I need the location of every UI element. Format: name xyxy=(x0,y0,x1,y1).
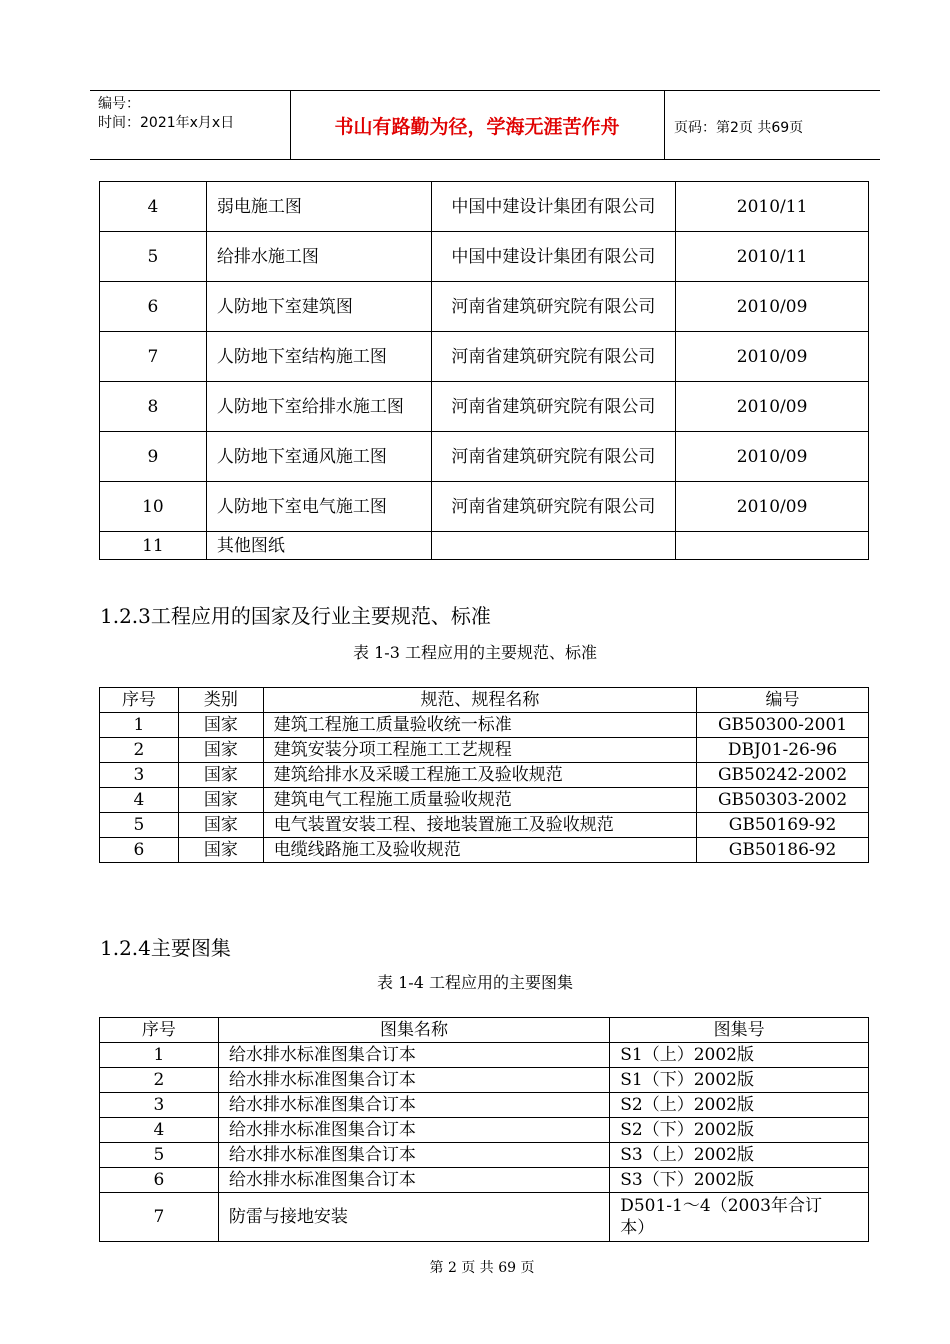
drawing-name: 人防地下室通风施工图 xyxy=(206,432,431,482)
standard-code: GB50242-2002 xyxy=(697,763,869,788)
drawings-table xyxy=(99,181,869,560)
standard-name: 电缆线路施工及验收规范 xyxy=(263,838,696,863)
table-row xyxy=(100,838,869,863)
row-number: 5 xyxy=(100,232,207,282)
drawing-name: 人防地下室电气施工图 xyxy=(206,482,431,532)
column-header: 类别 xyxy=(178,688,263,713)
column-header: 序号 xyxy=(100,1018,219,1043)
atlas-name: 给水排水标准图集合订本 xyxy=(218,1118,609,1143)
table-header-row xyxy=(100,1018,869,1043)
standard-code: GB50303-2002 xyxy=(697,788,869,813)
drawing-name: 给排水施工图 xyxy=(206,232,431,282)
atlas-name: 给水排水标准图集合订本 xyxy=(218,1093,609,1118)
row-number: 10 xyxy=(100,482,207,532)
standard-name: 建筑安装分项工程施工工艺规程 xyxy=(263,738,696,763)
column-header: 图集名称 xyxy=(218,1018,609,1043)
row-number: 8 xyxy=(100,382,207,432)
atlas-code: S3（上）2002版 xyxy=(610,1143,869,1168)
drawing-name: 人防地下室给排水施工图 xyxy=(206,382,431,432)
row-number: 6 xyxy=(100,282,207,332)
design-org: 河南省建筑研究院有限公司 xyxy=(431,382,676,432)
table-row xyxy=(100,232,869,282)
drawing-date: 2010/09 xyxy=(676,282,869,332)
row-number: 2 xyxy=(100,738,179,763)
header-meta xyxy=(98,95,234,133)
drawing-date: 2010/09 xyxy=(676,332,869,382)
atlas-code: D501-1～4（2003年合订本） xyxy=(610,1193,869,1242)
standard-code: GB50169-92 xyxy=(697,813,869,838)
atlas-name: 给水排水标准图集合订本 xyxy=(218,1168,609,1193)
standard-type: 国家 xyxy=(178,788,263,813)
standard-name: 建筑给排水及采暖工程施工及验收规范 xyxy=(263,763,696,788)
table-row xyxy=(100,1043,869,1068)
table-row xyxy=(100,1068,869,1093)
document-number-label: 编号： xyxy=(98,96,140,112)
standard-code: DBJ01-26-96 xyxy=(697,738,869,763)
row-number: 7 xyxy=(100,332,207,382)
standard-name: 建筑电气工程施工质量验收规范 xyxy=(263,788,696,813)
drawing-name: 人防地下室建筑图 xyxy=(206,282,431,332)
row-number: 9 xyxy=(100,432,207,482)
drawing-date xyxy=(676,532,869,560)
row-number: 7 xyxy=(100,1193,219,1242)
standard-code: GB50300-2001 xyxy=(697,713,869,738)
table-row xyxy=(100,1143,869,1168)
table-row xyxy=(100,282,869,332)
standard-type: 国家 xyxy=(178,738,263,763)
row-number: 1 xyxy=(100,1043,219,1068)
atlas-name: 防雷与接地安装 xyxy=(218,1193,609,1242)
row-number: 4 xyxy=(100,788,179,813)
atlas-name: 给水排水标准图集合订本 xyxy=(218,1143,609,1168)
design-org: 中国中建设计集团有限公司 xyxy=(431,182,676,232)
standard-name: 电气装置安装工程、接地装置施工及验收规范 xyxy=(263,813,696,838)
atlas-code: S1（下）2002版 xyxy=(610,1068,869,1093)
drawing-name: 其他图纸 xyxy=(206,532,431,560)
section-heading-standards: 1.2.3工程应用的国家及行业主要规范、标准 xyxy=(100,604,491,628)
atlas-name: 给水排水标准图集合订本 xyxy=(218,1068,609,1093)
standard-type: 国家 xyxy=(178,763,263,788)
drawing-name: 人防地下室结构施工图 xyxy=(206,332,431,382)
table-row xyxy=(100,738,869,763)
standard-name: 建筑工程施工质量验收统一标准 xyxy=(263,713,696,738)
row-number: 6 xyxy=(100,838,179,863)
drawing-date: 2010/09 xyxy=(676,432,869,482)
row-number: 4 xyxy=(100,1118,219,1143)
atlas-code: S2（上）2002版 xyxy=(610,1093,869,1118)
table-header-row xyxy=(100,688,869,713)
header-divider xyxy=(664,91,665,159)
table-row xyxy=(100,1168,869,1193)
row-number: 3 xyxy=(100,763,179,788)
column-header: 编号 xyxy=(697,688,869,713)
drawing-date: 2010/11 xyxy=(676,182,869,232)
drawing-name: 弱电施工图 xyxy=(206,182,431,232)
table-row xyxy=(100,1193,869,1242)
standard-type: 国家 xyxy=(178,813,263,838)
design-org: 河南省建筑研究院有限公司 xyxy=(431,432,676,482)
header-page-info: 页码：第2页 共69页 xyxy=(674,120,804,136)
table-row xyxy=(100,432,869,482)
table-caption-standards: 表 1-3 工程应用的主要规范、标准 xyxy=(353,643,597,662)
table-row xyxy=(100,1093,869,1118)
design-org: 河南省建筑研究院有限公司 xyxy=(431,282,676,332)
design-org: 河南省建筑研究院有限公司 xyxy=(431,332,676,382)
header-motto: 书山有路勤为径，学海无涯苦作舟 xyxy=(334,115,620,138)
table-row xyxy=(100,713,869,738)
atlas-code: S3（下）2002版 xyxy=(610,1168,869,1193)
table-caption-atlases: 表 1-4 工程应用的主要图集 xyxy=(377,973,573,992)
column-header: 序号 xyxy=(100,688,179,713)
table-row xyxy=(100,763,869,788)
standard-type: 国家 xyxy=(178,838,263,863)
row-number: 4 xyxy=(100,182,207,232)
table-row xyxy=(100,788,869,813)
row-number: 1 xyxy=(100,713,179,738)
page-header xyxy=(90,90,880,160)
document-time: 时间：2021年x月x日 xyxy=(98,115,235,131)
row-number: 6 xyxy=(100,1168,219,1193)
column-header: 规范、规程名称 xyxy=(263,688,696,713)
row-number: 3 xyxy=(100,1093,219,1118)
standard-type: 国家 xyxy=(178,713,263,738)
atlas-name: 给水排水标准图集合订本 xyxy=(218,1043,609,1068)
table-row xyxy=(100,1118,869,1143)
row-number: 5 xyxy=(100,813,179,838)
section-heading-atlases: 1.2.4主要图集 xyxy=(100,936,231,960)
atlases-table xyxy=(99,1017,869,1242)
table-row xyxy=(100,813,869,838)
row-number: 2 xyxy=(100,1068,219,1093)
standards-table xyxy=(99,687,869,863)
design-org: 中国中建设计集团有限公司 xyxy=(431,232,676,282)
table-row xyxy=(100,532,869,560)
page-footer: 第 2 页 共 69 页 xyxy=(429,1260,535,1276)
table-row xyxy=(100,382,869,432)
row-number: 5 xyxy=(100,1143,219,1168)
design-org xyxy=(431,532,676,560)
atlas-code: S1（上）2002版 xyxy=(610,1043,869,1068)
drawing-date: 2010/11 xyxy=(676,232,869,282)
table-row xyxy=(100,182,869,232)
table-row xyxy=(100,332,869,382)
design-org: 河南省建筑研究院有限公司 xyxy=(431,482,676,532)
drawing-date: 2010/09 xyxy=(676,382,869,432)
row-number: 11 xyxy=(100,532,207,560)
standard-code: GB50186-92 xyxy=(697,838,869,863)
drawing-date: 2010/09 xyxy=(676,482,869,532)
atlas-code: S2（下）2002版 xyxy=(610,1118,869,1143)
table-row xyxy=(100,482,869,532)
column-header: 图集号 xyxy=(610,1018,869,1043)
